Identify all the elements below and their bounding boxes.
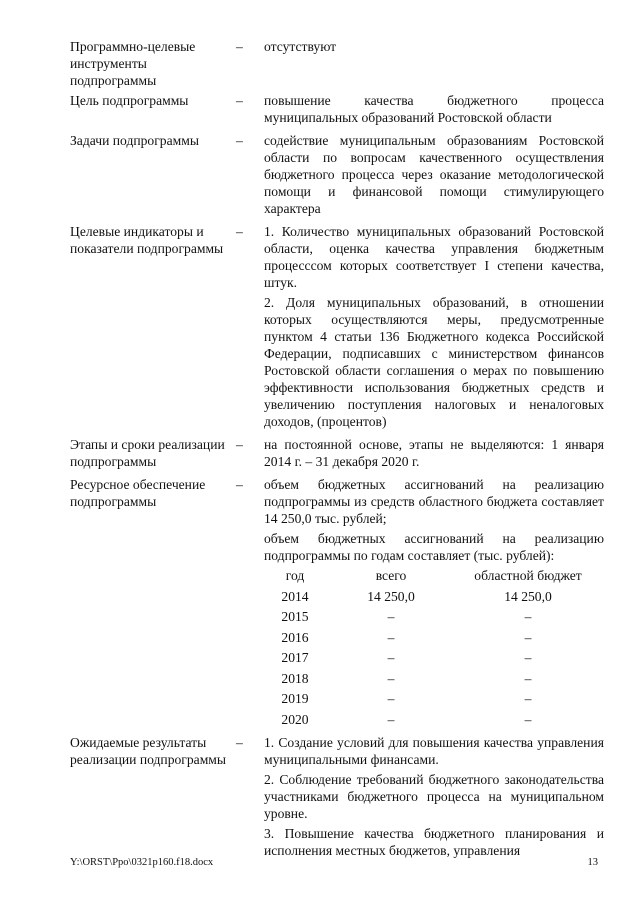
passport-row: [70, 734, 604, 865]
row-value: [264, 92, 604, 132]
funding-cell: 2016: [281, 629, 309, 645]
row-value: [264, 38, 604, 92]
funding-cell: –: [524, 691, 532, 706]
page-number: 13: [587, 857, 598, 868]
row-dash: –: [236, 93, 243, 108]
funding-cell: –: [387, 670, 395, 686]
row-dash: –: [236, 735, 243, 750]
row-dash: –: [236, 224, 243, 239]
funding-cell: –: [387, 711, 395, 727]
row-paragraph: повышение качества бюджетного процесса муниципальных образований Ростовской области: [264, 93, 604, 125]
funding-cell: 2018: [281, 670, 309, 686]
funding-row: [264, 629, 600, 650]
subprogram-passport-table: [70, 38, 604, 865]
passport-row: [70, 38, 604, 92]
funding-row: [264, 690, 600, 711]
row-paragraph: объем бюджетных ассигнований на реализацию подпрограммы по годам составляет (тыс. рублей):: [264, 531, 604, 563]
funding-cell: –: [387, 629, 395, 645]
funding-cell: 2019: [281, 691, 309, 706]
funding-header-cell: областной бюджет: [474, 568, 582, 583]
row-label: Программно-целевые инструменты подпрограммы: [70, 39, 196, 88]
row-dash: –: [236, 133, 243, 148]
row-value: [264, 734, 604, 865]
row-paragraph: 1. Создание условий для повышения качества управления муниципальными финансами.: [264, 735, 604, 767]
funding-cell: –: [387, 650, 395, 665]
funding-by-year-table: [264, 567, 600, 731]
passport-row: [70, 436, 604, 476]
row-value: [264, 476, 604, 734]
funding-cell: –: [524, 609, 532, 624]
funding-row: [264, 711, 600, 732]
row-label: Ресурсное обеспечение подпрограммы: [70, 477, 206, 509]
funding-header-cell: всего: [375, 568, 407, 583]
footer-file-path: Y:\ORST\Ppo\0321p160.f18.docx: [70, 857, 214, 868]
funding-cell: 14 250,0: [367, 588, 415, 604]
funding-cell: –: [524, 670, 532, 686]
row-value: [264, 436, 604, 476]
funding-cell: 14 250,0: [504, 588, 552, 604]
funding-cell: 2014: [281, 588, 309, 604]
row-paragraph: объем бюджетных ассигнований на реализацию подпрограммы из средств областного бюджета составляет 14 250,0 тыс. рублей;: [264, 477, 604, 526]
funding-header-row: [264, 567, 600, 588]
row-paragraph: содействие муниципальным образованиям Ростовской области по вопросам качественного осуществления бюджетного процесса через оказание методологической помощи и финансовой помощи стимулирующего характера: [264, 133, 604, 216]
row-label: Задачи подпрограммы: [70, 133, 199, 148]
passport-row: [70, 223, 604, 436]
funding-cell: –: [524, 650, 532, 665]
row-value: [264, 132, 604, 223]
row-paragraph: 1. Количество муниципальных образований Ростовской области, оценка качества управления бюджетным процесссом которых соответствует I степени качества, штук.: [264, 224, 604, 290]
funding-cell: –: [524, 629, 532, 645]
row-label: Этапы и сроки реализации подпрограммы: [70, 437, 225, 469]
passport-row: [70, 92, 604, 132]
funding-cell: –: [387, 609, 395, 624]
funding-row: [264, 649, 600, 670]
passport-row: [70, 476, 604, 734]
row-label: Целевые индикаторы и показатели подпрограммы: [70, 224, 224, 256]
row-paragraph: 3. Повышение качества бюджетного планирования и исполнения местных бюджетов, управления: [264, 826, 604, 858]
row-paragraph: отсутствуют: [264, 39, 337, 54]
funding-cell: 2017: [281, 650, 309, 665]
funding-cell: 2020: [281, 711, 309, 727]
funding-row: [264, 670, 600, 691]
funding-row: [264, 588, 600, 609]
funding-cell: –: [387, 691, 395, 706]
row-paragraph: 2. Соблюдение требований бюджетного законодательства участниками бюджетного процесса на муниципальном уровне.: [264, 772, 604, 821]
row-paragraph: 2. Доля муниципальных образований, в отношении которых осуществляются меры, предусмотренные пунктом 4 статьи 136 Бюджетного кодекса Российской Федерации, подписавших с министерством финансов Ростовской области соглашения о мерах по повышению эффективности использования бюджетных средств и увеличению поступления налоговых и неналоговых доходов, (процентов): [264, 295, 604, 429]
funding-row: [264, 608, 600, 629]
funding-cell: –: [524, 711, 532, 727]
row-dash: –: [236, 437, 243, 452]
funding-header-cell: год: [285, 568, 305, 583]
row-dash: –: [236, 477, 243, 492]
passport-row: [70, 132, 604, 223]
row-dash: –: [236, 39, 243, 54]
row-label: Ожидаемые результаты реализации подпрограммы: [70, 735, 227, 767]
row-label: Цель подпрограммы: [70, 93, 189, 108]
funding-cell: 2015: [281, 609, 309, 624]
row-paragraph: на постоянной основе, этапы не выделяются: 1 января 2014 г. – 31 декабря 2020 г.: [264, 437, 604, 469]
row-value: [264, 223, 604, 436]
